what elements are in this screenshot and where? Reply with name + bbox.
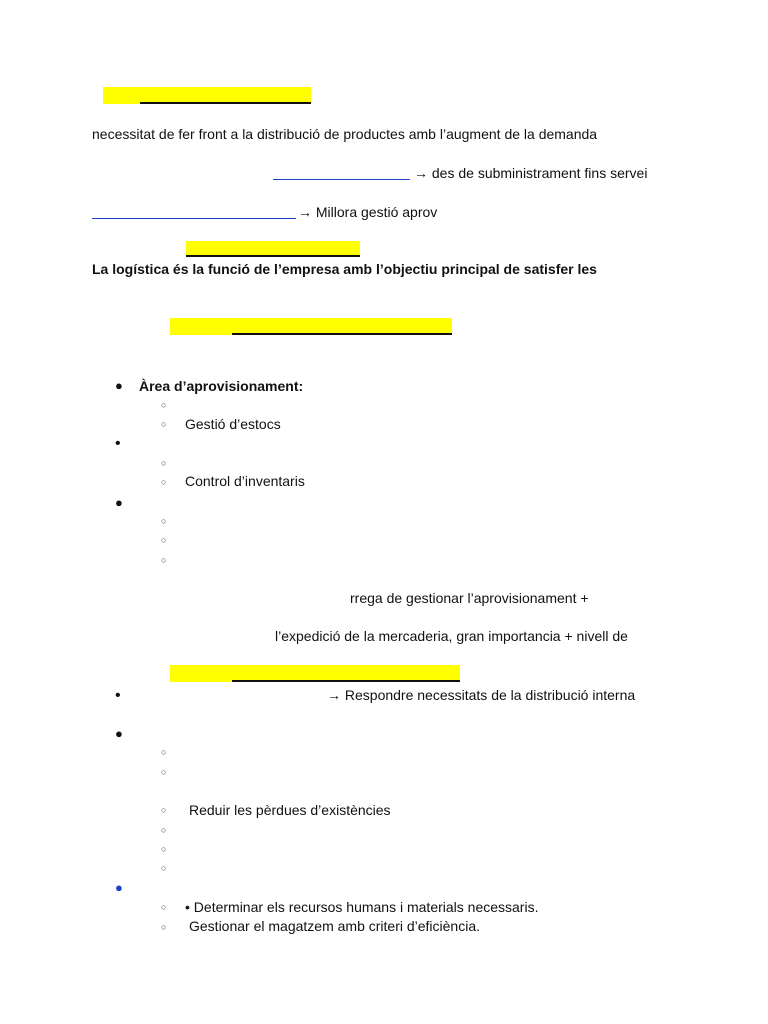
text-distribucio: necessitat de fer front a la distribució de productes amb l’augment de la demanda xyxy=(92,126,598,142)
text-respondre: → Respondre necessitats de la distribució interna xyxy=(327,687,636,703)
sub-bullet: ○ xyxy=(161,863,167,873)
sub-bullet: ○ xyxy=(161,844,167,854)
sub-bullet: ○ xyxy=(161,747,167,757)
link-underline-2 xyxy=(92,218,296,219)
sub-bullet: ○ xyxy=(161,922,167,932)
text-rrega: rrega de gestionar l’aprovisionament + xyxy=(350,590,589,606)
heading-2-underline xyxy=(186,255,360,257)
list-bullet: • xyxy=(115,687,121,704)
heading-4-underline xyxy=(232,680,460,682)
list-item-recursos: • Determinar els recursos humans i materials necessaris. xyxy=(185,899,539,915)
sub-bullet: ○ xyxy=(161,477,167,487)
sub-bullet: ○ xyxy=(161,458,167,468)
sub-bullet: ○ xyxy=(161,767,167,777)
text-logistica-definition: La logística és la funció de l’empresa amb l’objectiu principal de satisfer les xyxy=(92,261,597,277)
link-underline-1 xyxy=(273,179,410,180)
sub-bullet: ○ xyxy=(161,516,167,526)
text-millora: → Millora gestió aprov xyxy=(298,204,438,220)
heading-3-underline xyxy=(232,333,452,335)
text-expedicio: l’expedició de la mercaderia, gran importancia + nivell de xyxy=(275,628,628,644)
list-item-estocs: Gestió d’estocs xyxy=(185,416,281,432)
sub-bullet: ○ xyxy=(161,805,167,815)
sub-bullet: ○ xyxy=(161,419,167,429)
sub-bullet: ○ xyxy=(161,555,167,565)
list-item-magatzem: Gestionar el magatzem amb criteri d’eficiència. xyxy=(189,918,481,934)
heading-1-underline xyxy=(140,102,311,104)
list-item-aprovisionament: Àrea d’aprovisionament: xyxy=(139,378,304,394)
list-bullet: ● xyxy=(115,378,123,393)
list-bullet-blue: ● xyxy=(115,880,123,895)
list-item-perdues: Reduir les pèrdues d’existències xyxy=(189,802,391,818)
list-item-inventaris: Control d’inventaris xyxy=(185,473,305,489)
sub-bullet: ○ xyxy=(161,902,167,912)
list-bullet: ● xyxy=(115,495,123,510)
sub-bullet: ○ xyxy=(161,825,167,835)
sub-bullet: ○ xyxy=(161,400,167,410)
list-bullet: • xyxy=(115,435,121,452)
list-bullet: ● xyxy=(115,726,123,741)
text-subministrament: → des de subministrament fins servei xyxy=(414,165,648,181)
sub-bullet: ○ xyxy=(161,535,167,545)
